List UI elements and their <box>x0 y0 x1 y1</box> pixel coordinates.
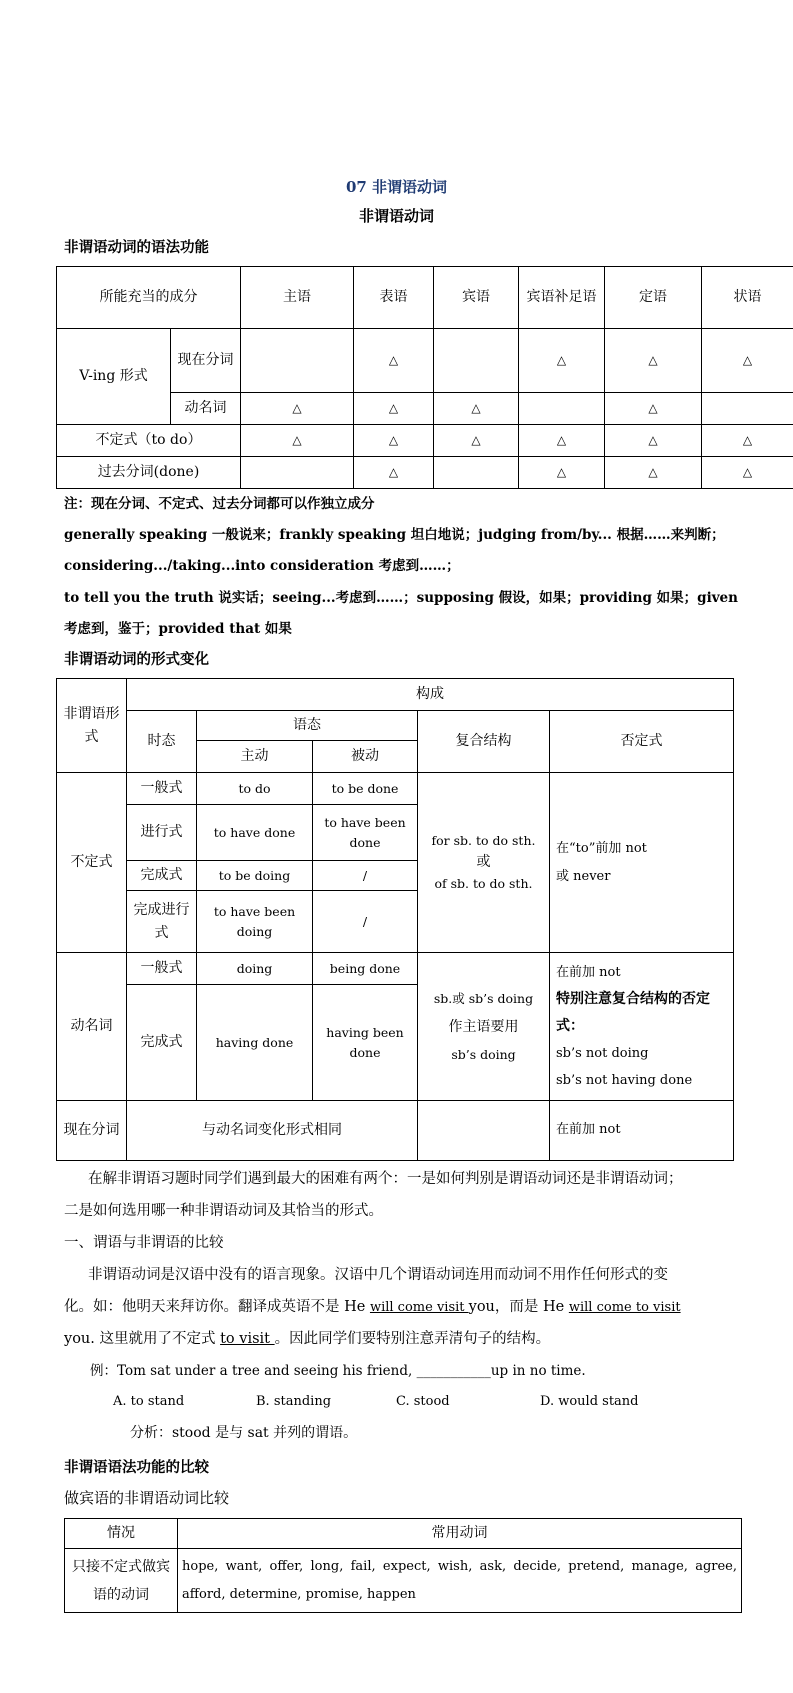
section-heading-forms: 非谓语动词的形式变化 <box>64 651 209 668</box>
negative-cell <box>550 953 734 1101</box>
table-cell: △ <box>605 329 702 393</box>
underlined-text: will come visit <box>369 1300 469 1315</box>
section-heading-functions: 非谓语动词的语法功能 <box>64 239 209 256</box>
table-cell: to have done <box>197 805 313 861</box>
option-c: C. stood <box>396 1394 450 1409</box>
table-header-cell: 所能充当的成分 <box>57 267 241 329</box>
tense-cell: 一般式 <box>127 953 197 985</box>
negative-line: sb’s not doing <box>556 1046 649 1061</box>
table-row <box>65 1519 742 1549</box>
text-span: 化。如：他明天来拜访你。翻译成英语不是 He <box>64 1299 370 1315</box>
complex-structure-cell <box>418 773 550 953</box>
negative-cell: 在前加 not <box>550 1101 734 1161</box>
table-cell: hope, want, offer, long, fail, expect, wish, ask, decide, pretend, manage, agree, afford, determine, promise, happen <box>178 1549 742 1613</box>
forms-table <box>56 678 734 1161</box>
table-cell: having been done <box>313 985 418 1101</box>
text-span: you. 这里就用了不定式 <box>64 1331 221 1347</box>
text-span: you，而是 He <box>468 1299 569 1315</box>
complex-line: 或 <box>476 854 491 871</box>
complex-line: sb.或 sb’s doing <box>433 990 534 1006</box>
note-line: generally speaking 一般说来；frankly speaking 坦白地说；judging from/by... 根据……来判断； <box>64 527 725 543</box>
table-cell: △ <box>519 457 605 489</box>
table-row <box>57 953 734 985</box>
text-span: 。因此同学们要特别注意弄清句子的结构。 <box>274 1331 551 1347</box>
table-header-cell: 常用动词 <box>178 1519 742 1549</box>
negative-line: 特别注意复合结构的否定式： <box>556 991 710 1034</box>
note-line: 考虑到，鉴于；provided that 如果 <box>64 621 292 637</box>
paragraph: 在解非谓语习题时同学们遇到最大的困难有两个：一是如何判别是谓语动词还是非谓语动词； <box>88 1171 683 1187</box>
table-cell <box>434 329 519 393</box>
answer-blank: ___________ <box>416 1363 491 1379</box>
table-cell: △ <box>354 425 434 457</box>
table-header-cell: 宾语 <box>434 267 519 329</box>
option-a: A. to stand <box>113 1394 185 1409</box>
table-header-cell: 主动 <box>197 741 313 773</box>
table-cell: △ <box>354 329 434 393</box>
table-cell: △ <box>605 425 702 457</box>
negative-line: sb’s not having done <box>556 1073 693 1088</box>
section-heading-compare: 非谓语语法功能的比较 <box>64 1459 209 1476</box>
table-cell: to have been done <box>313 805 418 861</box>
table-header-cell: 状语 <box>702 267 793 329</box>
table-cell: △ <box>354 457 434 489</box>
table-cell <box>418 1101 550 1161</box>
example-sentence <box>90 1355 770 1387</box>
underlined-text: to visit <box>220 1331 275 1347</box>
analysis-text: 分析：stood 是与 sat 并列的谓语。 <box>130 1425 358 1441</box>
table-header-cell: 主语 <box>241 267 354 329</box>
complex-line: of sb. to do sth. <box>434 875 533 891</box>
table-header-cell: 非谓语形式 <box>57 679 127 773</box>
paragraph <box>64 1291 744 1324</box>
table-cell: to be done <box>313 773 418 805</box>
table-cell: △ <box>702 425 793 457</box>
row-label: 不定式（to do） <box>57 425 241 457</box>
table-header-cell: 情况 <box>65 1519 178 1549</box>
section-subheading: 做宾语的非谓语动词比较 <box>64 1489 230 1507</box>
table-row <box>57 457 793 489</box>
tense-cell: 完成式 <box>127 985 197 1101</box>
tense-cell: 完成式 <box>127 861 197 891</box>
negative-line: 在前加 not <box>556 965 621 980</box>
table-cell: △ <box>702 457 793 489</box>
table-cell: △ <box>519 425 605 457</box>
table-header-cell: 构成 <box>127 679 734 711</box>
table-row <box>57 267 793 329</box>
object-verbs-table <box>64 1518 742 1613</box>
table-row <box>57 679 734 711</box>
table-header-cell: 复合结构 <box>418 711 550 773</box>
row-label: 不定式 <box>57 773 127 953</box>
table-cell: △ <box>241 393 354 425</box>
table-header-cell: 时态 <box>127 711 197 773</box>
paragraph: 二是如何选用哪一种非谓语动词及其恰当的形式。 <box>64 1203 383 1219</box>
row-sublabel: 现在分词 <box>171 329 241 393</box>
table-header-cell: 定语 <box>605 267 702 329</box>
table-cell: △ <box>605 393 702 425</box>
underlined-text: will come to visit <box>568 1300 681 1315</box>
table-cell: to do <box>197 773 313 805</box>
row-label: V-ing 形式 <box>57 329 171 425</box>
table-header-cell: 表语 <box>354 267 434 329</box>
note-line: to tell you the truth 说实话；seeing...考虑到……；supposing 假设，如果；providing 如果；given <box>64 590 738 606</box>
table-header-cell: 宾语补足语 <box>519 267 605 329</box>
part-heading: 一、谓语与非谓语的比较 <box>64 1235 224 1251</box>
tense-cell: 进行式 <box>127 805 197 861</box>
table-cell: △ <box>241 425 354 457</box>
table-cell: to be doing <box>197 861 313 891</box>
table-cell <box>434 457 519 489</box>
paragraph: 非谓语动词是汉语中没有的语言现象。汉语中几个谓语动词连用而动词不用作任何形式的变 <box>88 1267 668 1283</box>
table-cell: △ <box>434 393 519 425</box>
document-subtitle: 非谓语动词 <box>358 207 434 225</box>
table-row <box>57 711 734 741</box>
table-row <box>57 425 793 457</box>
table-cell: being done <box>313 953 418 985</box>
table-cell: 与动名词变化形式相同 <box>127 1101 418 1161</box>
complex-line: sb’s doing <box>451 1046 516 1062</box>
option-d: D. would stand <box>540 1394 639 1409</box>
table-cell <box>702 393 793 425</box>
row-sublabel: 动名词 <box>171 393 241 425</box>
table-cell: △ <box>354 393 434 425</box>
text-span: 例：Tom sat under a tree and seeing his friend, <box>90 1363 417 1379</box>
tense-cell: 一般式 <box>127 773 197 805</box>
table-header-cell: 被动 <box>313 741 418 773</box>
table-cell: △ <box>702 329 793 393</box>
table-row <box>57 329 793 393</box>
row-label: 动名词 <box>57 953 127 1101</box>
row-label: 现在分词 <box>57 1101 127 1161</box>
note-line: considering.../taking...into consideration 考虑到……； <box>64 558 460 574</box>
table-cell: △ <box>434 425 519 457</box>
table-row <box>57 1101 734 1161</box>
table-row <box>57 773 734 805</box>
negative-line: 或 never <box>556 868 611 884</box>
negative-line: 在“to”前加 not <box>556 840 647 856</box>
table-cell <box>241 457 354 489</box>
complex-line: for sb. to do sth. <box>431 833 536 849</box>
table-cell: to have been doing <box>197 891 313 953</box>
note-line: 注：现在分词、不定式、过去分词都可以作独立成分 <box>64 496 375 512</box>
complex-line: 作主语要用 <box>448 1018 519 1035</box>
table-cell: △ <box>605 457 702 489</box>
table-cell <box>519 393 605 425</box>
text-span: up in no time. <box>490 1363 586 1379</box>
table-cell: doing <box>197 953 313 985</box>
table-row <box>65 1549 742 1613</box>
paragraph <box>64 1323 744 1355</box>
tense-cell: 完成进行式 <box>127 891 197 953</box>
table-cell: having done <box>197 985 313 1101</box>
table-cell <box>241 329 354 393</box>
table-cell: △ <box>519 329 605 393</box>
complex-structure-cell <box>418 953 550 1101</box>
table-header-cell: 否定式 <box>550 711 734 773</box>
row-label: 过去分词(done) <box>57 457 241 489</box>
table-cell: / <box>313 891 418 953</box>
document-title: 07 非谓语动词 <box>345 178 448 196</box>
negative-cell <box>550 773 734 953</box>
row-label: 只接不定式做宾语的动词 <box>65 1549 178 1613</box>
table-header-cell: 语态 <box>197 711 418 741</box>
option-b: B. standing <box>256 1394 332 1409</box>
table-cell: / <box>313 861 418 891</box>
functions-table <box>56 266 793 489</box>
